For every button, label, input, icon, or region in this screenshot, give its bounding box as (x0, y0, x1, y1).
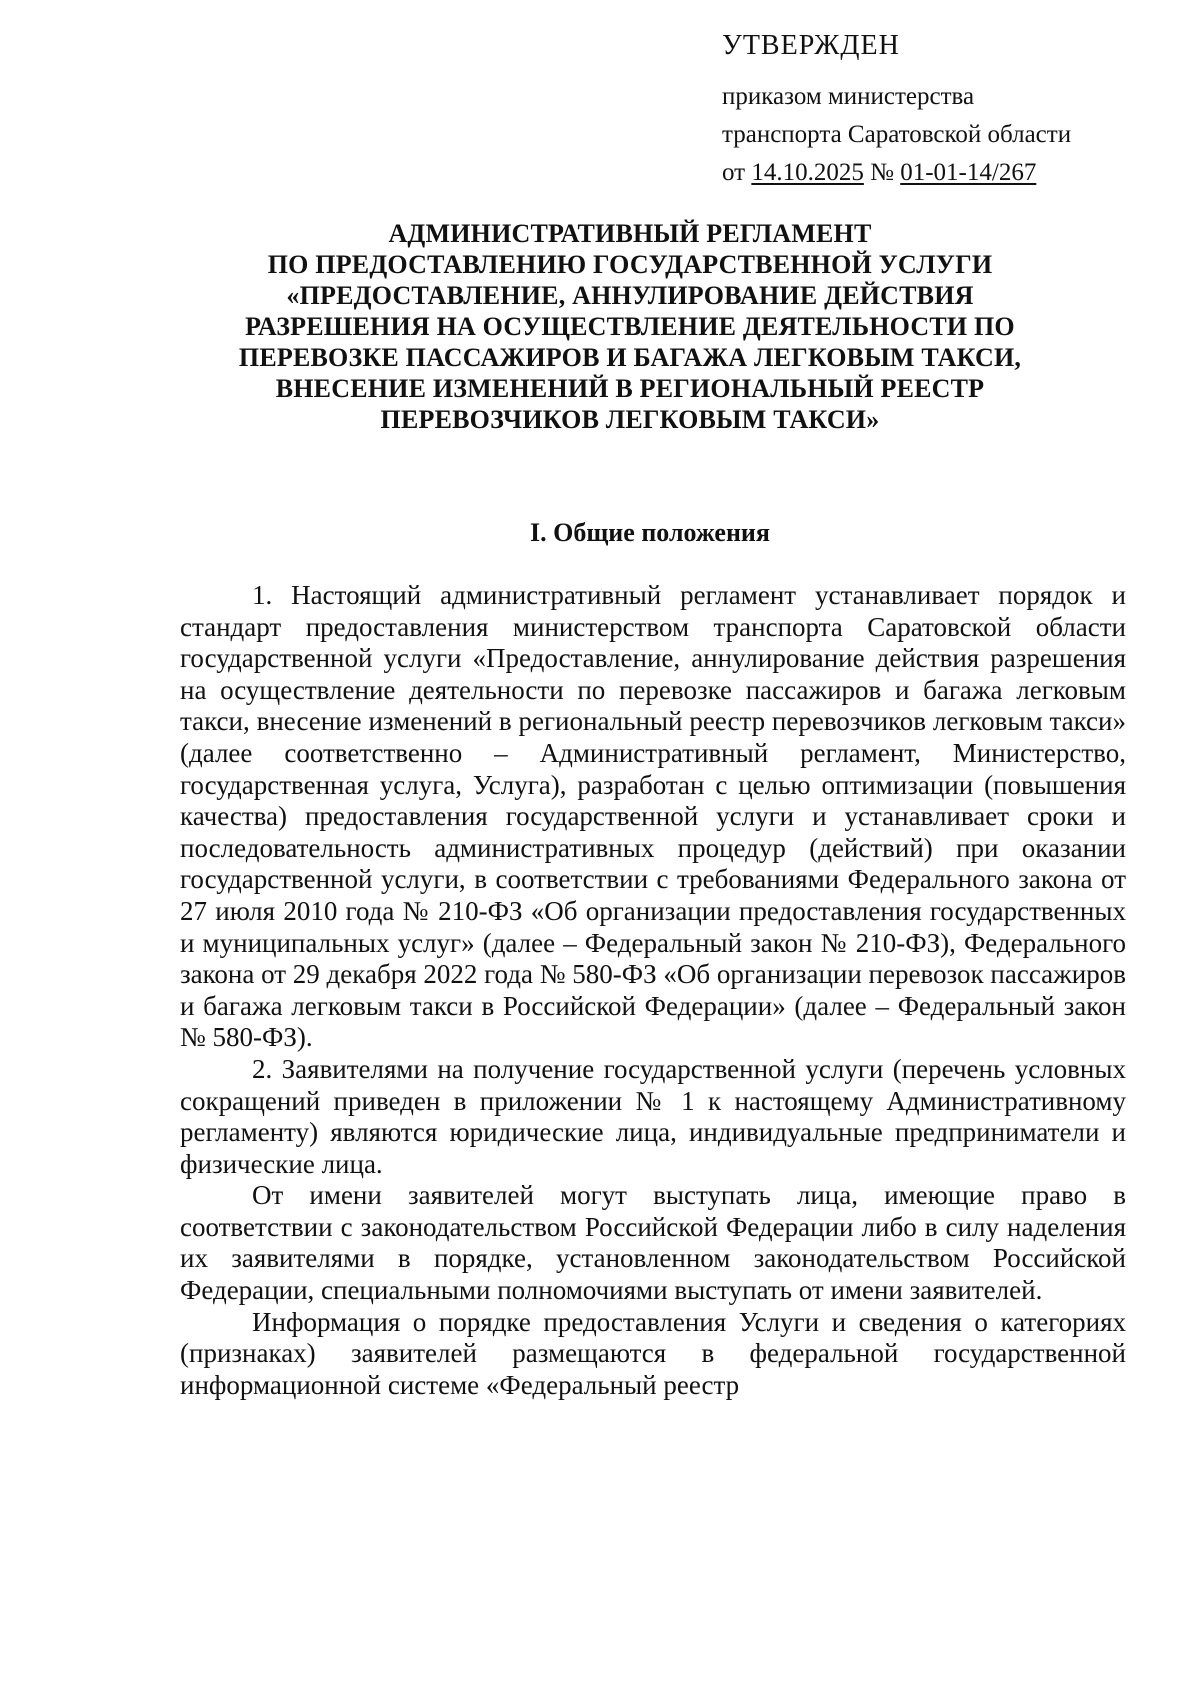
regulation-title-line: ВНЕСЕНИЕ ИЗМЕНЕНИЙ В РЕГИОНАЛЬНЫЙ РЕЕСТР (275, 374, 985, 403)
approval-date-line (722, 154, 1152, 192)
paragraph: 1. Настоящий административный регламент устанавливает порядок и стандарт предоставления министерством транспорта Саратовской области государственной услуги «Предоставление, аннулирование действия разрешения на осуществление деятельности по перевозке пассажиров и багажа легковым такси, внесение изменений в региональный реестр перевозчиков легковым такси» (далее соответственно – Административный регламент, Министерство, государственная услуга, Услуга), разработан с целью оптимизации (повышения качества) предоставления государственной услуги и устанавливает сроки и последовательность административных процедур (действий) при оказании государственной услуги, в соответствии с требованиями Федерального закона от 27 июля 2010 года № 210-ФЗ «Об организации предоставления государственных и муниципальных услуг» (далее – Федеральный закон № 210-ФЗ), Федерального закона от 29 декабря 2022 года № 580-ФЗ «Об организации перевозок пассажиров и багажа легковым такси в Российской Федерации» (далее – Федеральный закон № 580-ФЗ). (180, 580, 1126, 1053)
regulation-title-line: АДМИНИСТРАТИВНЫЙ РЕГЛАМЕНТ (388, 219, 872, 248)
paragraph: От имени заявителей могут выступать лица, имеющие право в соответствии с законодательством Российской Федерации либо в силу наделения их заявителями в порядке, установленном законодательством Российской Федерации, специальными полномочиями выступать от имени заявителей. (180, 1180, 1126, 1306)
regulation-title (170, 218, 1090, 435)
approval-date-prefix: от (722, 159, 746, 186)
approval-stamp (722, 30, 1152, 192)
document-body (180, 580, 1126, 1401)
approval-date: 14.10.2025 (751, 159, 864, 186)
paragraph: 2. Заявителями на получение государственной услуги (перечень условных сокращений приведен в приложении № 1 к настоящему Административному регламенту) являются юридические лица, индивидуальные предприниматели и физические лица. (180, 1053, 1126, 1179)
approval-line-2: транспорта Саратовской области (722, 121, 1072, 148)
regulation-title-line: «ПРЕДОСТАВЛЕНИЕ, АННУЛИРОВАНИЕ ДЕЙСТВИЯ (286, 281, 974, 310)
section-heading: I. Общие положения (530, 518, 770, 547)
approval-number-sign: № (870, 159, 894, 186)
approval-number: 01-01-14/267 (900, 159, 1037, 186)
regulation-title-line: ПЕРЕВОЗКЕ ПАССАЖИРОВ И БАГАЖА ЛЕГКОВЫМ ТАКСИ, (238, 343, 1022, 372)
regulation-title-line: РАЗРЕШЕНИЯ НА ОСУЩЕСТВЛЕНИЕ ДЕЯТЕЛЬНОСТИ ПО (245, 312, 1015, 341)
regulation-title-line: ПЕРЕВОЗЧИКОВ ЛЕГКОВЫМ ТАКСИ» (380, 405, 880, 434)
regulation-title-line: ПО ПРЕДОСТАВЛЕНИЮ ГОСУДАРСТВЕННОЙ УСЛУГИ (267, 250, 993, 279)
approval-line-1: приказом министерства (722, 83, 975, 110)
approval-title: УТВЕРЖДЕН (722, 30, 900, 61)
paragraph: Информация о порядке предоставления Услуги и сведения о категориях (признаках) заявителей размещаются в федеральной государственной информационной системе «Федеральный реестр (180, 1306, 1126, 1400)
